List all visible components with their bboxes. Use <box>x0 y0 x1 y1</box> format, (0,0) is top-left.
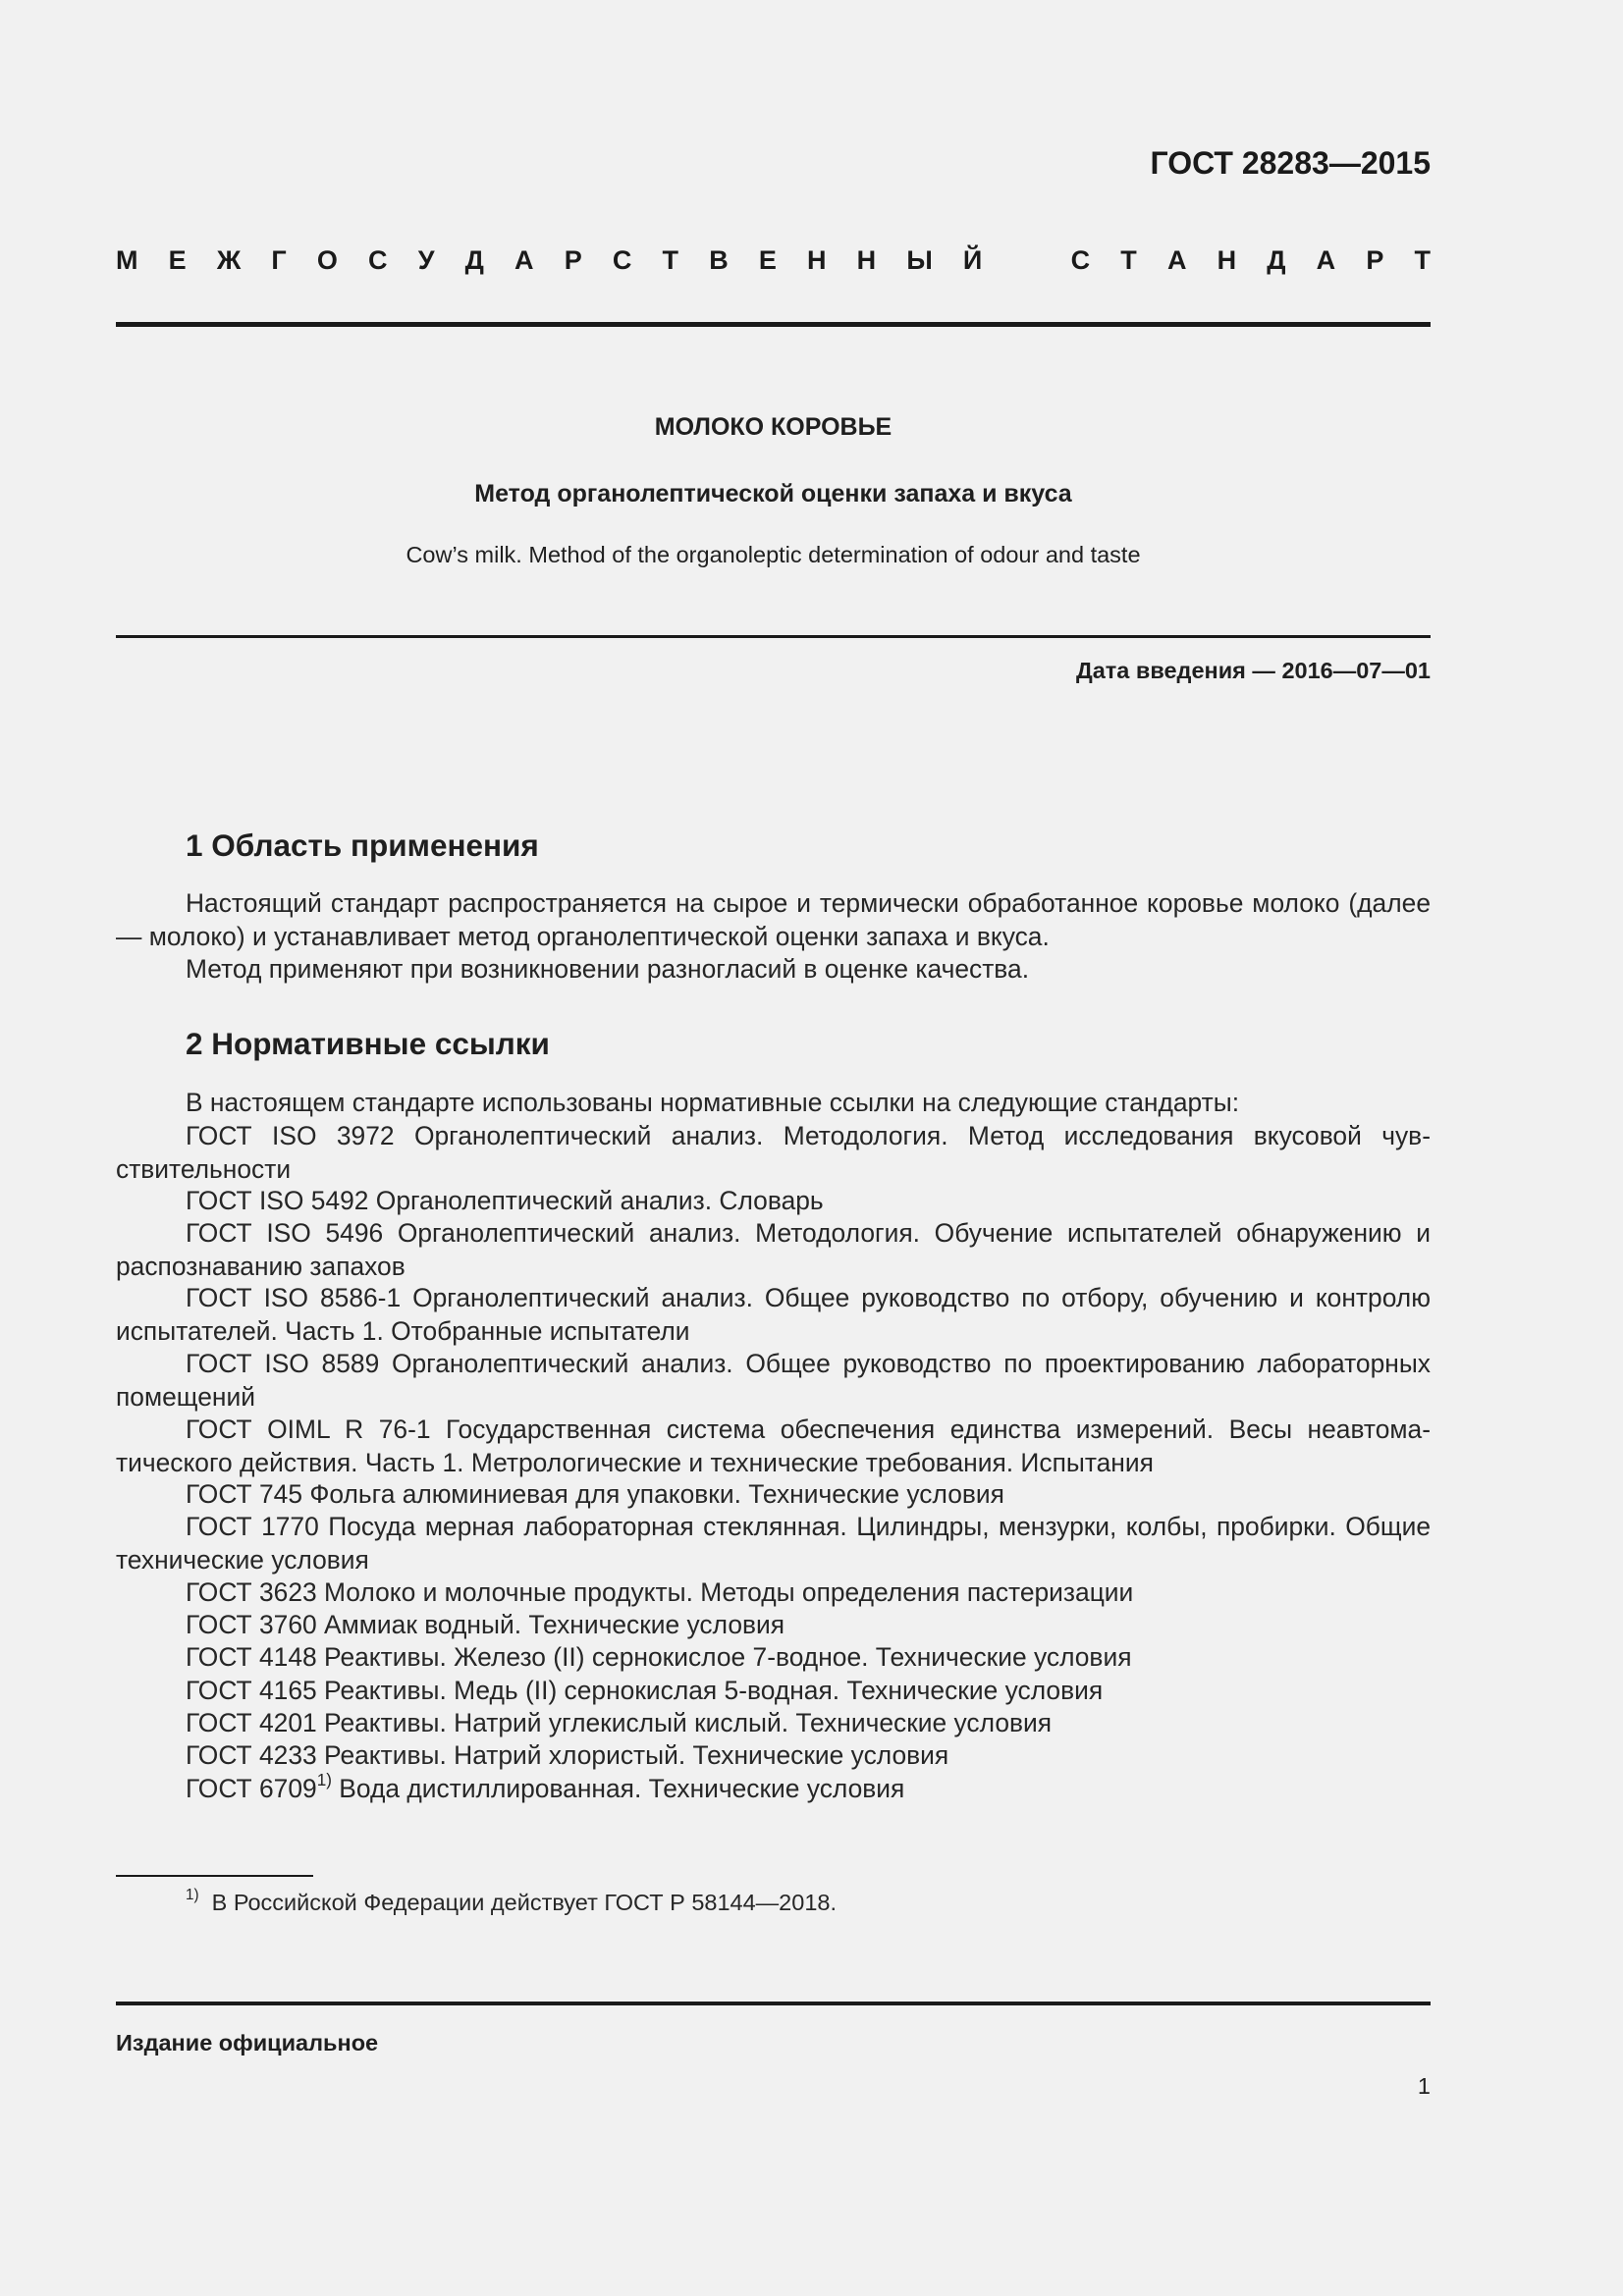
section-2-lead: В настоящем стандарте использованы нормативные ссылки на следующие стандарты: <box>186 1088 1240 1117</box>
reference-item: ГОСТ ISO 3972 Органолептический анализ. Методология. Метод исследования вкусовой чувствительности <box>116 1121 1431 1184</box>
document-number: ГОСТ 28283—2015 <box>1150 145 1431 181</box>
banner-letter: О <box>316 245 338 275</box>
banner-letter: Й <box>962 245 983 275</box>
reference-item: ГОСТ ISO 8586-1 Органолептический анализ. Общее руководство по отбору, обучению и контролю испытателей. Часть 1. Отобранные испытатели <box>116 1283 1431 1346</box>
banner-letter: Р <box>564 245 582 275</box>
reference-title: Вода дистиллированная. Технические условия <box>331 1774 905 1803</box>
banner-letter: А <box>514 245 534 275</box>
footer-divider <box>116 2002 1431 2005</box>
banner-letter: Ы <box>906 245 933 275</box>
footnote-text: В Российской Федерации действует ГОСТ Р 58144—2018. <box>211 1890 837 1915</box>
edition-label: Издание официальное <box>116 2030 379 2056</box>
banner-letter: У <box>417 245 435 275</box>
reference-item: ГОСТ 745 Фольга алюминиевая для упаковки. Технические условия <box>186 1479 1004 1509</box>
banner-letter: Т <box>1120 245 1137 275</box>
reference-item: ГОСТ ISO 5496 Органолептический анализ. Методология. Обучение испытателей обнаружению и распознаванию запахов <box>116 1218 1431 1281</box>
document-title-english: Cow’s milk. Method of the organoleptic determination of odour and taste <box>406 542 1141 567</box>
reference-item <box>116 1769 1431 1806</box>
reference-item: ГОСТ 4148 Реактивы. Железо (II) сернокислое 7-водное. Технические условия <box>186 1642 1132 1672</box>
header-divider <box>116 322 1431 327</box>
banner-letter: Д <box>464 245 484 275</box>
banner-letter: Т <box>662 245 679 275</box>
reference-item: ГОСТ OIML R 76-1 Государственная система обеспечения единства измерений. Весы неавтоматического действия. Часть 1. Метрологические и технические требования. Испытания <box>116 1415 1431 1477</box>
reference-item: ГОСТ 1770 Посуда мерная лабораторная стеклянная. Цилиндры, мензурки, колбы, пробирки. Общие технические условия <box>116 1512 1431 1575</box>
reference-item: ГОСТ ISO 8589 Органолептический анализ. Общее руководство по проектированию лабораторных помещений <box>116 1349 1431 1412</box>
banner-letter: М <box>116 245 138 275</box>
reference-item: ГОСТ 3623 Молоко и молочные продукты. Методы определения пастеризации <box>186 1577 1134 1607</box>
introduction-date: Дата введения — 2016—07—01 <box>1075 658 1431 683</box>
banner-letter: Н <box>1217 245 1237 275</box>
section-1-heading: 1 Область применения <box>186 828 539 863</box>
footnote <box>186 1886 837 1916</box>
footnote-mark: 1) <box>186 1886 199 1903</box>
document-title: МОЛОКО КОРОВЬЕ <box>654 413 893 441</box>
reference-code: ГОСТ 6709 <box>186 1774 317 1803</box>
banner-letter: Н <box>807 245 827 275</box>
reference-item: ГОСТ ISO 5492 Органолептический анализ. Словарь <box>186 1186 824 1215</box>
footnote-separator <box>116 1875 313 1877</box>
banner-letter: С <box>1070 245 1091 275</box>
banner-letter: Р <box>1366 245 1384 275</box>
interstate-standard-banner <box>116 245 1431 276</box>
reference-item: ГОСТ 4233 Реактивы. Натрий хлористый. Технические условия <box>186 1740 949 1770</box>
footnote-marker[interactable]: 1) <box>316 1769 332 1789</box>
banner-letter: Ж <box>216 245 242 275</box>
banner-letter: Е <box>758 245 777 275</box>
document-subtitle: Метод органолептической оценки запаха и вкуса <box>474 480 1072 507</box>
banner-word-gap <box>1012 245 1040 276</box>
banner-letter: С <box>368 245 388 275</box>
banner-letter: А <box>1166 245 1187 275</box>
banner-letter: Н <box>856 245 877 275</box>
page-number: 1 <box>1417 2073 1431 2099</box>
banner-letter: А <box>1316 245 1336 275</box>
section-1-paragraph: Метод применяют при возникновении разногласий в оценке качества. <box>186 954 1030 984</box>
banner-letter: Д <box>1267 245 1286 275</box>
title-divider <box>116 635 1431 638</box>
banner-letter: Т <box>1414 245 1431 275</box>
banner-letter: Г <box>271 245 287 275</box>
section-2-heading: 2 Нормативные ссылки <box>186 1026 550 1061</box>
reference-item: ГОСТ 4165 Реактивы. Медь (II) сернокислая 5-водная. Технические условия <box>186 1676 1104 1705</box>
banner-letter: С <box>612 245 632 275</box>
reference-item: ГОСТ 4201 Реактивы. Натрий углекислый кислый. Технические условия <box>186 1708 1053 1737</box>
reference-item: ГОСТ 3760 Аммиак водный. Технические условия <box>186 1610 785 1639</box>
banner-letter: Е <box>168 245 187 275</box>
section-1-paragraph: Настоящий стандарт распространяется на сырое и термически обработанное коровье молоко (далее — молоко) и устанавливает метод органолептической оценки запаха и вкуса. <box>116 888 1431 951</box>
banner-letter: В <box>709 245 729 275</box>
